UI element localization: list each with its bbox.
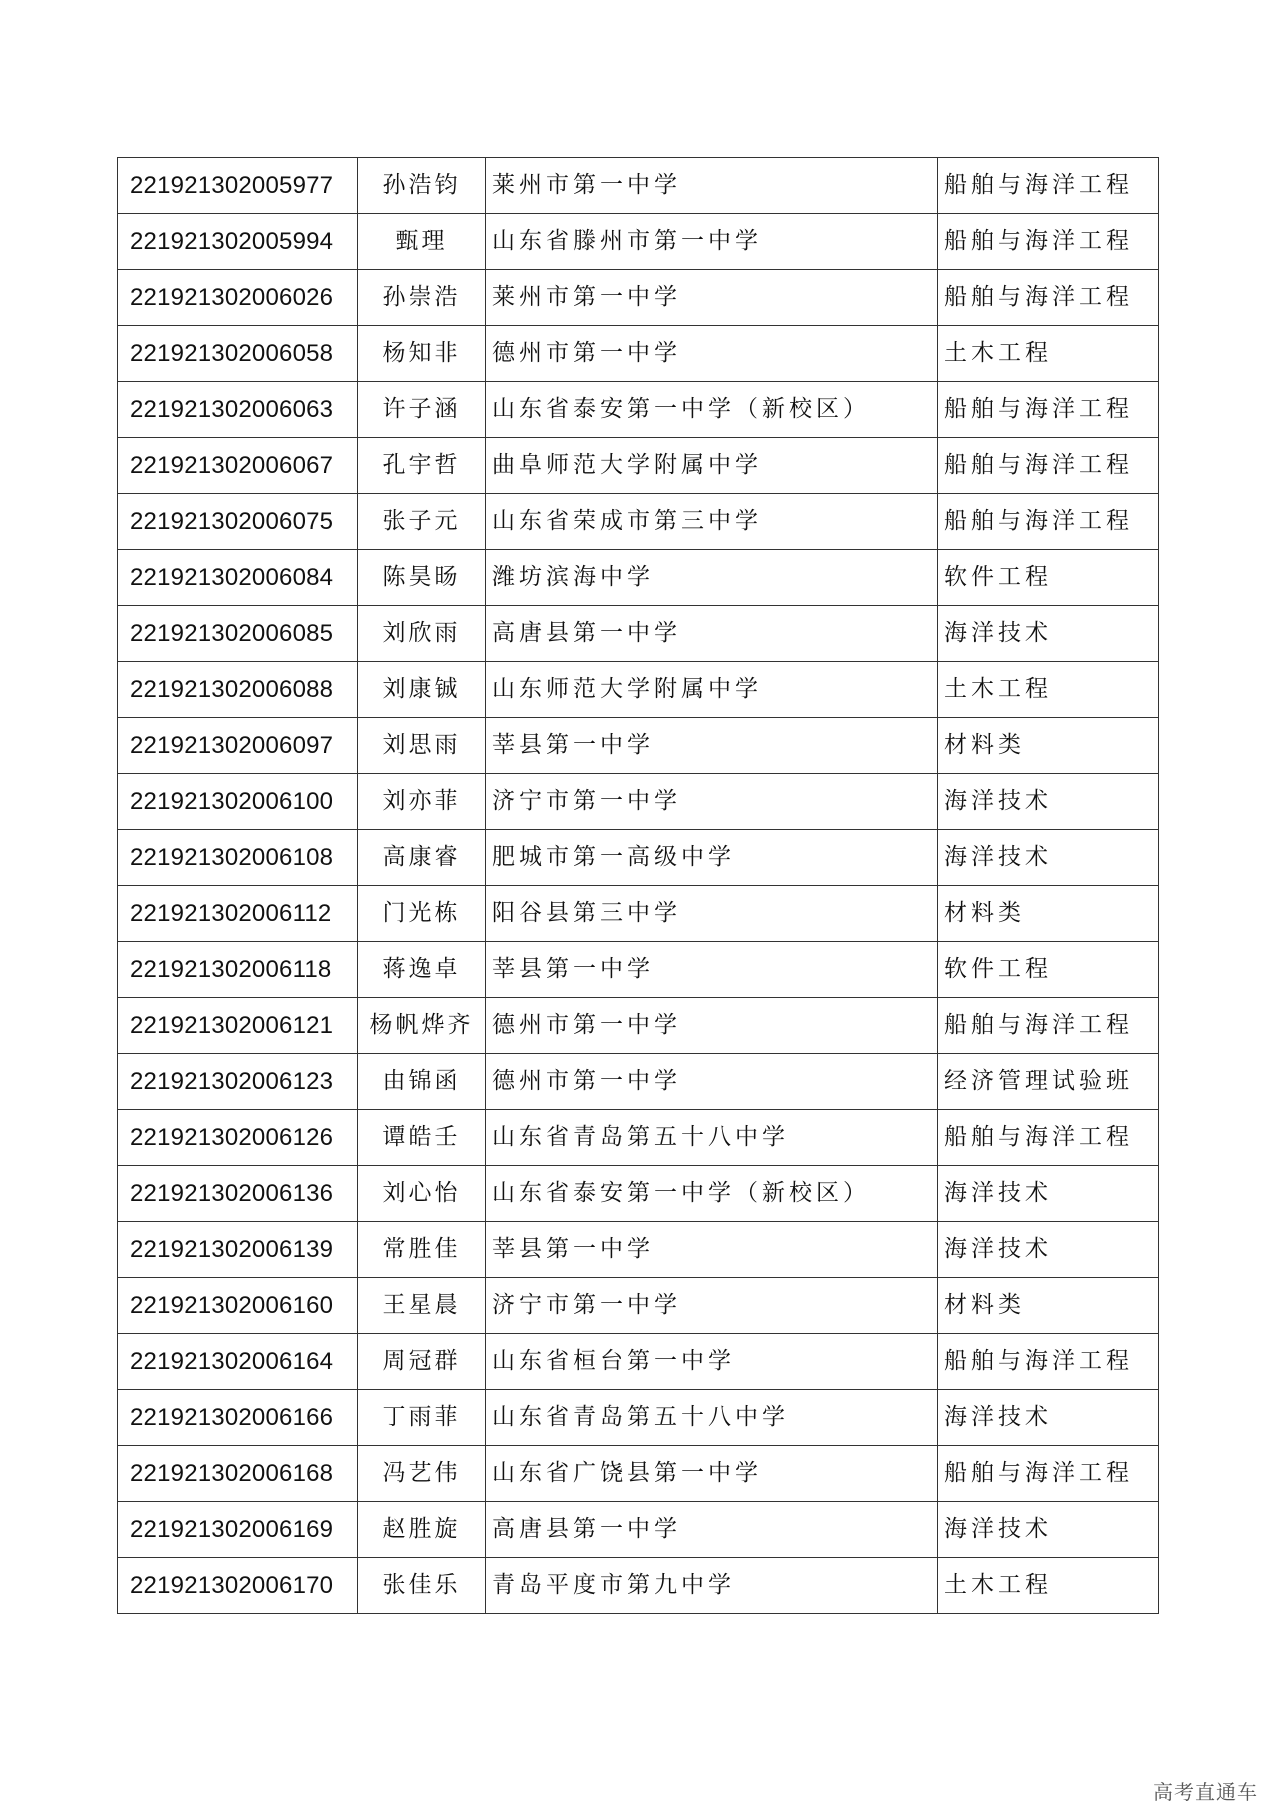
table-row xyxy=(118,1166,1159,1222)
student-name-cell: 孙浩钧 xyxy=(358,158,486,214)
major-cell: 船舶与海洋工程 xyxy=(938,1446,1159,1502)
major-cell: 船舶与海洋工程 xyxy=(938,1110,1159,1166)
student-id-cell: 221921302006084 xyxy=(118,550,358,606)
student-name-cell: 周冠群 xyxy=(358,1334,486,1390)
student-id-cell: 221921302005994 xyxy=(118,214,358,270)
major-cell: 材料类 xyxy=(938,1278,1159,1334)
table-row xyxy=(118,1222,1159,1278)
student-name-cell: 孔宇哲 xyxy=(358,438,486,494)
major-cell: 海洋技术 xyxy=(938,830,1159,886)
major-cell: 软件工程 xyxy=(938,550,1159,606)
student-id-cell: 221921302006164 xyxy=(118,1334,358,1390)
admission-roster-table xyxy=(117,157,1159,1614)
student-id-cell: 221921302006100 xyxy=(118,774,358,830)
school-cell: 山东省桓台第一中学 xyxy=(486,1334,938,1390)
student-name-cell: 常胜佳 xyxy=(358,1222,486,1278)
school-cell: 德州市第一中学 xyxy=(486,326,938,382)
major-cell: 材料类 xyxy=(938,886,1159,942)
table-row xyxy=(118,438,1159,494)
school-cell: 德州市第一中学 xyxy=(486,1054,938,1110)
school-cell: 莘县第一中学 xyxy=(486,718,938,774)
table-row xyxy=(118,494,1159,550)
student-name-cell: 张子元 xyxy=(358,494,486,550)
school-cell: 肥城市第一高级中学 xyxy=(486,830,938,886)
student-name-cell: 冯艺伟 xyxy=(358,1446,486,1502)
school-cell: 莱州市第一中学 xyxy=(486,270,938,326)
school-cell: 高唐县第一中学 xyxy=(486,606,938,662)
table-row xyxy=(118,214,1159,270)
student-id-cell: 221921302006160 xyxy=(118,1278,358,1334)
table-row xyxy=(118,1558,1159,1614)
student-name-cell: 刘思雨 xyxy=(358,718,486,774)
table-row xyxy=(118,662,1159,718)
student-id-cell: 221921302006139 xyxy=(118,1222,358,1278)
student-name-cell: 刘心怡 xyxy=(358,1166,486,1222)
student-name-cell: 甄理 xyxy=(358,214,486,270)
student-id-cell: 221921302005977 xyxy=(118,158,358,214)
table-row xyxy=(118,774,1159,830)
major-cell: 船舶与海洋工程 xyxy=(938,998,1159,1054)
student-id-cell: 221921302006063 xyxy=(118,382,358,438)
table-row xyxy=(118,550,1159,606)
school-cell: 青岛平度市第九中学 xyxy=(486,1558,938,1614)
table-row xyxy=(118,1054,1159,1110)
roster-table-body xyxy=(118,158,1159,1614)
table-row xyxy=(118,1278,1159,1334)
student-name-cell: 杨帆烨齐 xyxy=(358,998,486,1054)
major-cell: 海洋技术 xyxy=(938,1222,1159,1278)
major-cell: 海洋技术 xyxy=(938,1166,1159,1222)
student-id-cell: 221921302006123 xyxy=(118,1054,358,1110)
table-row xyxy=(118,326,1159,382)
major-cell: 海洋技术 xyxy=(938,1390,1159,1446)
student-name-cell: 刘亦菲 xyxy=(358,774,486,830)
student-id-cell: 221921302006088 xyxy=(118,662,358,718)
student-name-cell: 赵胜旋 xyxy=(358,1502,486,1558)
table-row xyxy=(118,158,1159,214)
major-cell: 船舶与海洋工程 xyxy=(938,382,1159,438)
school-cell: 莱州市第一中学 xyxy=(486,158,938,214)
student-id-cell: 221921302006121 xyxy=(118,998,358,1054)
table-row xyxy=(118,382,1159,438)
student-id-cell: 221921302006058 xyxy=(118,326,358,382)
student-name-cell: 丁雨菲 xyxy=(358,1390,486,1446)
student-name-cell: 陈昊旸 xyxy=(358,550,486,606)
table-row xyxy=(118,1334,1159,1390)
student-name-cell: 门光栋 xyxy=(358,886,486,942)
major-cell: 土木工程 xyxy=(938,662,1159,718)
table-row xyxy=(118,1390,1159,1446)
student-name-cell: 许子涵 xyxy=(358,382,486,438)
student-id-cell: 221921302006170 xyxy=(118,1558,358,1614)
student-name-cell: 由锦函 xyxy=(358,1054,486,1110)
student-name-cell: 蒋逸卓 xyxy=(358,942,486,998)
table-row xyxy=(118,270,1159,326)
student-id-cell: 221921302006118 xyxy=(118,942,358,998)
student-id-cell: 221921302006067 xyxy=(118,438,358,494)
table-row xyxy=(118,606,1159,662)
school-cell: 山东省广饶县第一中学 xyxy=(486,1446,938,1502)
table-row xyxy=(118,998,1159,1054)
major-cell: 软件工程 xyxy=(938,942,1159,998)
student-name-cell: 孙崇浩 xyxy=(358,270,486,326)
student-id-cell: 221921302006097 xyxy=(118,718,358,774)
student-id-cell: 221921302006168 xyxy=(118,1446,358,1502)
student-id-cell: 221921302006126 xyxy=(118,1110,358,1166)
major-cell: 船舶与海洋工程 xyxy=(938,214,1159,270)
major-cell: 船舶与海洋工程 xyxy=(938,494,1159,550)
student-id-cell: 221921302006136 xyxy=(118,1166,358,1222)
table-row xyxy=(118,1446,1159,1502)
major-cell: 土木工程 xyxy=(938,1558,1159,1614)
major-cell: 海洋技术 xyxy=(938,774,1159,830)
school-cell: 阳谷县第三中学 xyxy=(486,886,938,942)
school-cell: 莘县第一中学 xyxy=(486,942,938,998)
table-row xyxy=(118,886,1159,942)
student-name-cell: 张佳乐 xyxy=(358,1558,486,1614)
table-row xyxy=(118,1502,1159,1558)
school-cell: 济宁市第一中学 xyxy=(486,774,938,830)
school-cell: 山东省泰安第一中学（新校区） xyxy=(486,1166,938,1222)
major-cell: 土木工程 xyxy=(938,326,1159,382)
major-cell: 船舶与海洋工程 xyxy=(938,270,1159,326)
school-cell: 山东师范大学附属中学 xyxy=(486,662,938,718)
major-cell: 船舶与海洋工程 xyxy=(938,158,1159,214)
school-cell: 莘县第一中学 xyxy=(486,1222,938,1278)
student-id-cell: 221921302006112 xyxy=(118,886,358,942)
major-cell: 船舶与海洋工程 xyxy=(938,438,1159,494)
table-row xyxy=(118,1110,1159,1166)
school-cell: 潍坊滨海中学 xyxy=(486,550,938,606)
table-row xyxy=(118,718,1159,774)
student-id-cell: 221921302006085 xyxy=(118,606,358,662)
student-name-cell: 谭皓壬 xyxy=(358,1110,486,1166)
table-row xyxy=(118,942,1159,998)
school-cell: 高唐县第一中学 xyxy=(486,1502,938,1558)
student-name-cell: 杨知非 xyxy=(358,326,486,382)
school-cell: 山东省泰安第一中学（新校区） xyxy=(486,382,938,438)
school-cell: 济宁市第一中学 xyxy=(486,1278,938,1334)
student-id-cell: 221921302006166 xyxy=(118,1390,358,1446)
school-cell: 山东省青岛第五十八中学 xyxy=(486,1110,938,1166)
student-id-cell: 221921302006075 xyxy=(118,494,358,550)
school-cell: 德州市第一中学 xyxy=(486,998,938,1054)
student-id-cell: 221921302006108 xyxy=(118,830,358,886)
major-cell: 材料类 xyxy=(938,718,1159,774)
watermark-text: 高考直通车 xyxy=(1153,1780,1258,1804)
school-cell: 山东省青岛第五十八中学 xyxy=(486,1390,938,1446)
student-name-cell: 刘康铖 xyxy=(358,662,486,718)
student-id-cell: 221921302006026 xyxy=(118,270,358,326)
school-cell: 山东省荣成市第三中学 xyxy=(486,494,938,550)
major-cell: 海洋技术 xyxy=(938,1502,1159,1558)
major-cell: 海洋技术 xyxy=(938,606,1159,662)
student-name-cell: 高康睿 xyxy=(358,830,486,886)
major-cell: 经济管理试验班 xyxy=(938,1054,1159,1110)
school-cell: 山东省滕州市第一中学 xyxy=(486,214,938,270)
major-cell: 船舶与海洋工程 xyxy=(938,1334,1159,1390)
student-name-cell: 王星晨 xyxy=(358,1278,486,1334)
student-id-cell: 221921302006169 xyxy=(118,1502,358,1558)
school-cell: 曲阜师范大学附属中学 xyxy=(486,438,938,494)
table-row xyxy=(118,830,1159,886)
student-name-cell: 刘欣雨 xyxy=(358,606,486,662)
